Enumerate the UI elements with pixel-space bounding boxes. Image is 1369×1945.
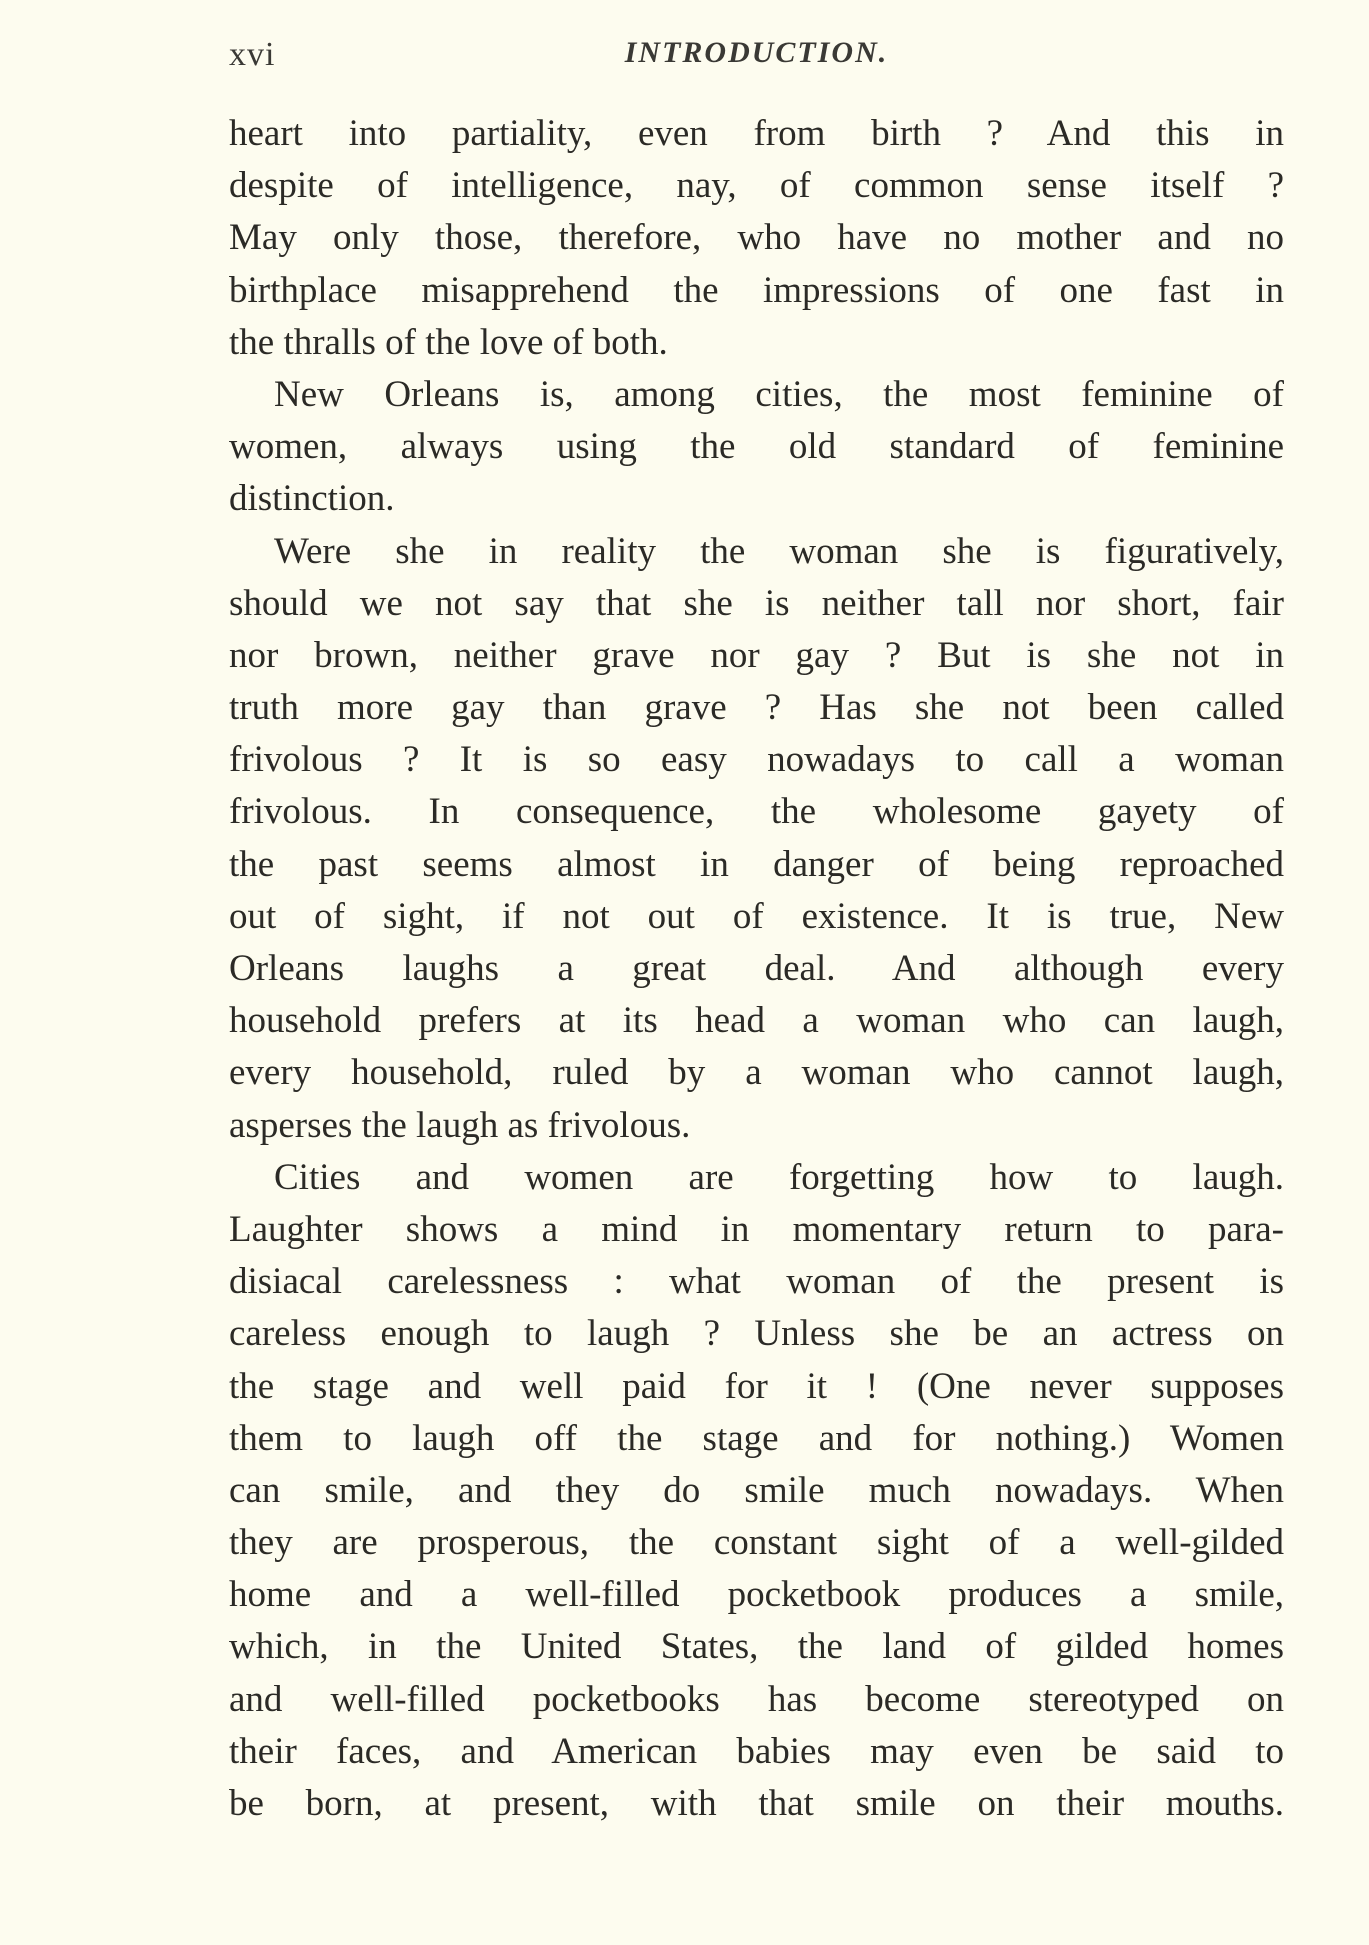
text-line: should we not say that she is neither tall nor short, fair xyxy=(229,582,1284,624)
text-line: Laughter shows a mind in momentary return to para- xyxy=(229,1208,1284,1250)
text-line: their faces, and American babies may even be said to xyxy=(229,1730,1284,1772)
text-line: them to laugh off the stage and for nothing.) Women xyxy=(229,1417,1284,1459)
text-line: out of sight, if not out of existence. It is true, New xyxy=(229,895,1284,937)
text-line: disiacal carelessness : what woman of the present is xyxy=(229,1261,1284,1303)
text-line: frivolous ? It is so easy nowadays to call a woman xyxy=(229,739,1284,781)
page-header xyxy=(229,36,1284,86)
text-line: which, in the United States, the land of gilded homes xyxy=(229,1626,1284,1668)
text-line: the thralls of the love of both. xyxy=(229,321,668,363)
running-head: INTRODUCTION. xyxy=(624,36,889,69)
text-line: truth more gay than grave ? Has she not been called xyxy=(229,687,1284,729)
text-line: the past seems almost in danger of being reproached xyxy=(229,843,1284,885)
text-line: they are prosperous, the constant sight of a well-gilded xyxy=(229,1522,1284,1564)
text-line: and well-filled pocketbooks has become stereotyped on xyxy=(229,1678,1284,1720)
text-line: distinction. xyxy=(229,478,395,520)
paragraph-start-line: Were she in reality the woman she is figuratively, xyxy=(274,530,1284,572)
page-number: xvi xyxy=(229,36,276,73)
text-line: the stage and well paid for it ! (One never supposes xyxy=(229,1365,1284,1407)
paragraph-start-line: New Orleans is, among cities, the most feminine of xyxy=(274,373,1284,415)
text-line: home and a well-filled pocketbook produces a smile, xyxy=(229,1574,1284,1616)
paragraph-start-line: Cities and women are forgetting how to laugh. xyxy=(274,1156,1284,1198)
text-line: frivolous. In consequence, the wholesome gayety of xyxy=(229,791,1284,833)
text-line: Orleans laughs a great deal. And although every xyxy=(229,948,1284,989)
text-line: household prefers at its head a woman who can laugh, xyxy=(229,1000,1284,1042)
text-line: every household, ruled by a woman who cannot laugh, xyxy=(229,1052,1284,1094)
text-line: May only those, therefore, who have no mother and no xyxy=(229,217,1284,259)
body-text xyxy=(229,108,1284,1830)
text-line: birthplace misapprehend the impressions of one fast in xyxy=(229,269,1284,311)
text-line: despite of intelligence, nay, of common sense itself ? xyxy=(229,165,1284,207)
text-line: be born, at present, with that smile on their mouths. xyxy=(229,1783,1284,1824)
text-line: women, always using the old standard of feminine xyxy=(229,426,1284,468)
text-line: can smile, and they do smile much nowadays. When xyxy=(229,1469,1284,1511)
text-line: heart into partiality, even from birth ? And this in xyxy=(229,113,1284,154)
text-line: careless enough to laugh ? Unless she be an actress on xyxy=(229,1313,1284,1355)
text-line: nor brown, neither grave nor gay ? But is she not in xyxy=(229,634,1284,676)
text-line: asperses the laugh as frivolous. xyxy=(229,1104,691,1146)
